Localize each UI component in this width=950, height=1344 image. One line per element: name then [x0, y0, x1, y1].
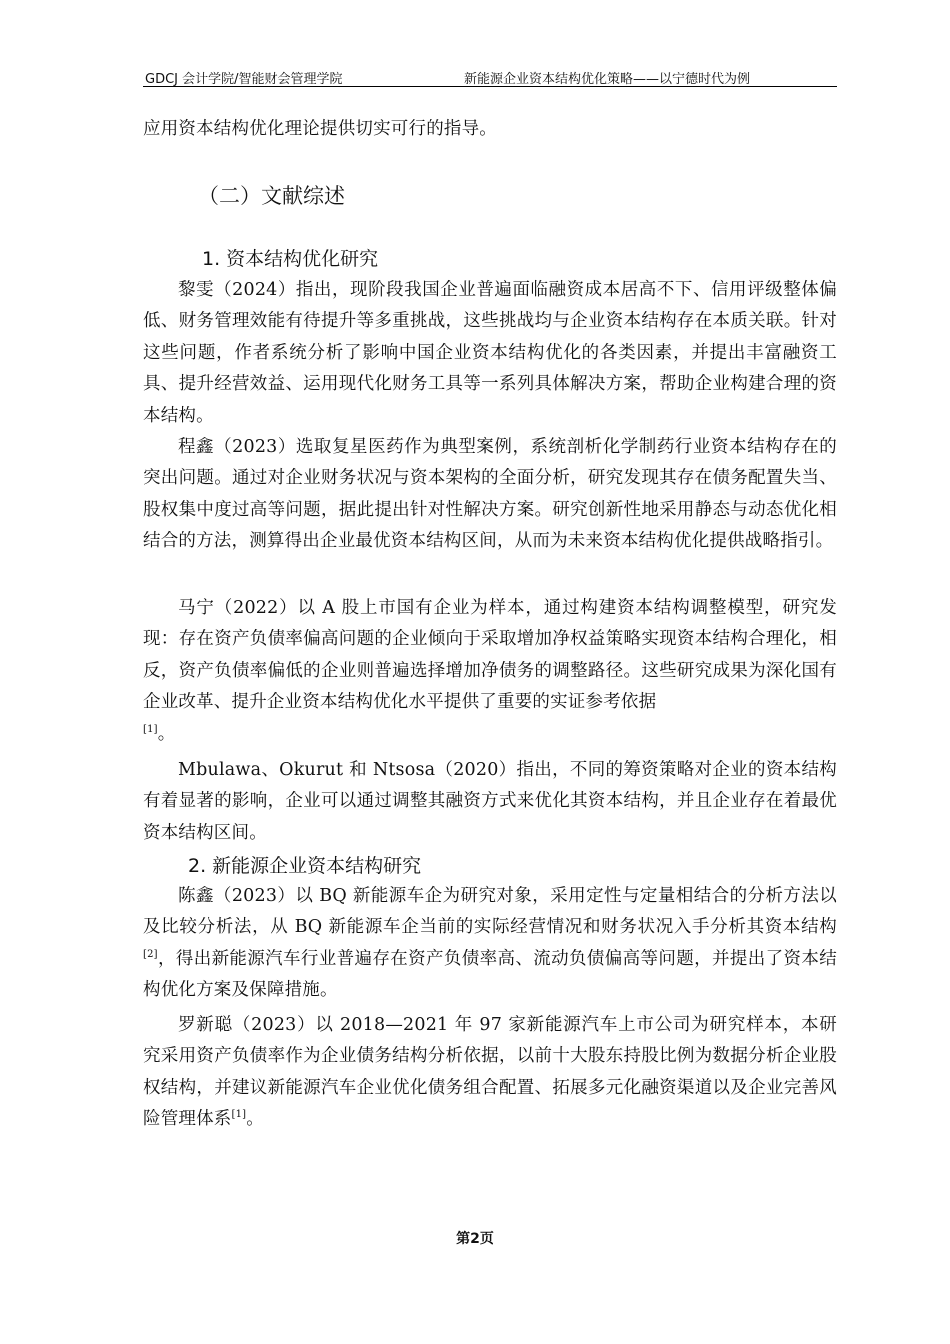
citation-ref: [1]	[143, 723, 158, 735]
page-header	[143, 66, 837, 87]
paragraph-li-wen: 黎雯（2024）指出，现阶段我国企业普遍面临融资成本居高不下、信用评级整体偏低、财务管理效能有待提升等多重挑战，这些挑战均与企业资本结构存在本质关联。针对这些问题，作者系统分析了影响中国企业资本结构优化的各类因素，并提出丰富融资工具、提升经营效益、运用现代化财务工具等一系列具体解决方案，帮助企业构建合理的资本结构。	[143, 280, 837, 426]
intro-line: 应用资本结构优化理论提供切实可行的指导。	[143, 119, 497, 139]
paragraph-luo-xincong-text: 罗新聪（2023）以 2018—2021 年 97 家新能源汽车上市公司为研究样本，本研究采用资产负债率作为企业债务结构分析依据，以前十大股东持股比例为数据分析企业股权结构，并建议新能源汽车企业优化债务组合配置、拓展多元化融资渠道以及企业完善风险管理体系	[143, 1015, 837, 1130]
paragraph-mbulawa: Mbulawa、Okurut 和 Ntsosa（2020）指出，不同的筹资策略对企业的资本结构有着显著的影响，企业可以通过调整其融资方式来优化其资本结构，并且企业存在着最优资本结构区间。	[143, 760, 837, 843]
paragraph-chen-xin-text: 陈鑫（2023）以 BQ 新能源车企为研究对象，采用定性与定量相结合的分析方法以及比较分析法，从 BQ 新能源车企当前的实际经营情况和财务状况入手分析其资本结构	[143, 886, 837, 938]
paragraph-chen-xin	[143, 881, 837, 1007]
citation-ref: [1]	[231, 1109, 247, 1121]
paragraph-ma-ning-text: 马宁（2022）以 A 股上市国有企业为样本，通过构建资本结构调整模型，研究发现：存在资产负债率偏高问题的企业倾向于采取增加净权益策略实现资本结构合理化，相反，资产负债率偏低的企业则普遍选择增加净债务的调整路径。这些研究成果为深化国有企业改革、提升企业资本结构优化水平提供了重要的实证参考依据	[143, 598, 837, 713]
paragraph-luo-xincong-end: 。	[246, 1109, 264, 1130]
subsection-title-new-energy: 2. 新能源企业资本结构研究	[188, 855, 422, 877]
header-school: GDCJ 会计学院/智能财会管理学院	[145, 72, 343, 87]
section-title: （二）文献综述	[198, 184, 345, 208]
paragraph-cheng-xin: 程鑫（2023）选取复星医药作为典型案例，系统剖析化学制药行业资本结构存在的突出问题。通过对企业财务状况与资本架构的全面分析，研究发现其存在债务配置失当、股权集中度过高等问题，据此提出针对性解决方案。研究创新性地采用静态与动态优化相结合的方法，测算得出企业最优资本结构区间，从而为未来资本结构优化提供战略指引。	[143, 437, 837, 552]
paragraph-ma-ning-end: 。	[157, 723, 176, 744]
page-number: 第2页	[456, 1231, 494, 1247]
paragraph-chen-xin-end: ，得出新能源汽车行业普遍存在资产负债率高、流动负债偏高等问题，并提出了资本结构优化方案及保障措施。	[143, 948, 837, 1001]
citation-ref: [2]	[143, 948, 158, 960]
subsection-title-capital-structure: 1. 资本结构优化研究	[202, 248, 379, 270]
paragraph-ma-ning	[143, 593, 837, 750]
paragraph-luo-xincong	[143, 1010, 837, 1136]
header-thesis-title: 新能源企业资本结构优化策略——以宁德时代为例	[464, 72, 751, 87]
